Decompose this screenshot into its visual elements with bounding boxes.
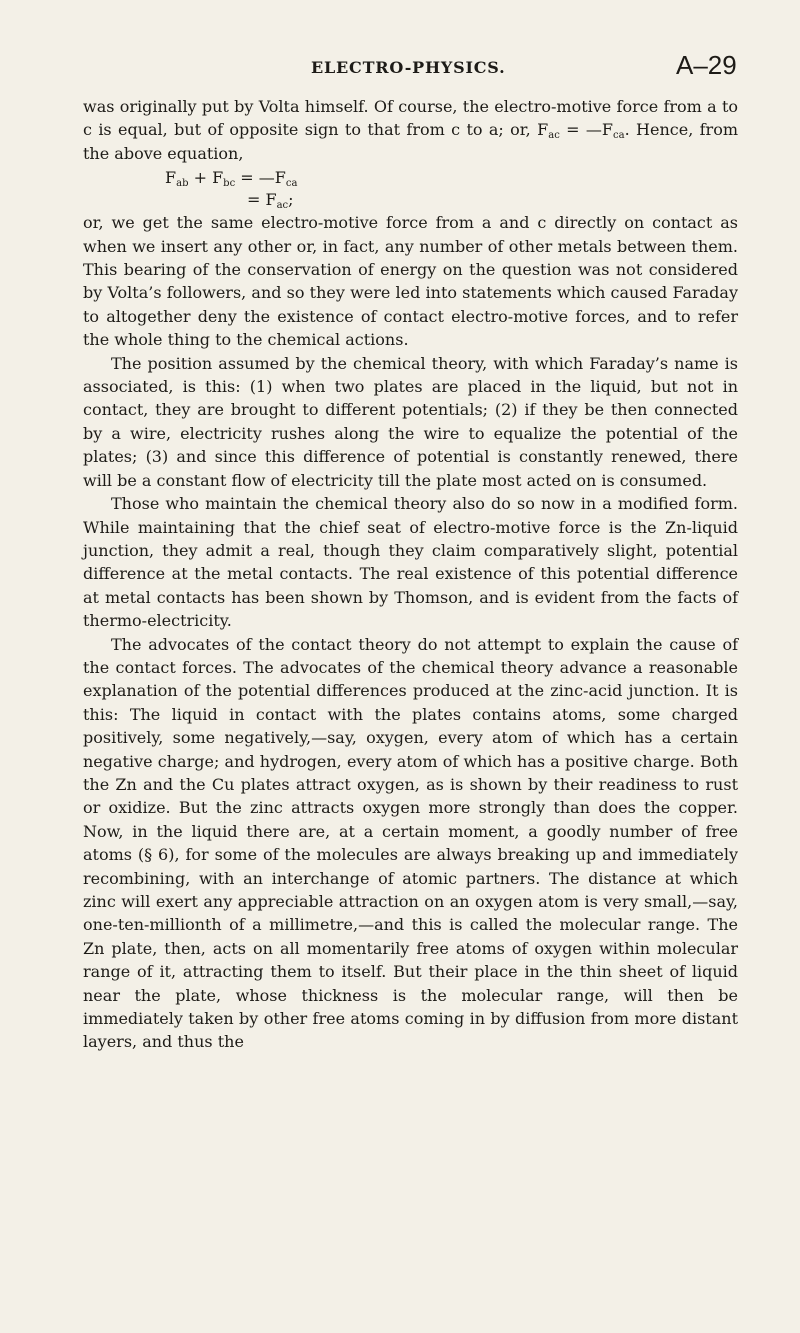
page-number: A–29: [676, 50, 737, 80]
page-header: [0, 50, 800, 86]
paragraph-1-text-c: . Hence, from the above equation,: [83, 120, 739, 163]
equation-line-2: = $F_{ac}$;: [247, 190, 294, 212]
paragraph-3: The position assumed by the chemical theory, with which Faraday’s name is associated, is this: (1) when two plates are placed in the liquid, but not in contact, they are brought to different potentials; (2) if they be then connected by a wire, electricity rushes along the wire to equalize the potential of the plates; (3) and since this difference of potential is constantly renewed, there will be a constant flow of electricity till the plate most acted on is consumed.: [83, 353, 738, 490]
paragraph-4: Those who maintain the chemical theory also do so now in a modified form. While maintaining that the chief seat of electro-motive force is the Zn-liquid junction, they admit a real, though they claim comparatively slight, potential difference at the metal contacts. The real existence of this potential difference at metal contacts has been shown by Thomson, and is evident from the facts of thermo-electricity.: [83, 494, 738, 631]
paragraph-1: was originally put by Volta himself. Of course, the electro-motive force from a to c is equal, but of opposite sign to that from c to a; or, $F_{ac}$ = $—F_{ca}$. Hence, from the above equation,: [83, 97, 739, 163]
equation: [83, 167, 738, 211]
paragraph-5: The advocates of the contact theory do not attempt to explain the cause of the contact forces. The advocates of the chemical theory advance a reasonable explanation of the potential differences produced at the zinc-acid junction. It is this: The liquid in contact with the plates contains atoms, some charged positively, some negatively,—say, oxygen, every atom of which has a certain negative charge; and hydrogen, every atom of which has a positive charge. Both the Zn and the Cu plates attract oxygen, as is shown by their readiness to rust or oxidize. But the zinc attracts oxygen more strongly than does the copper. Now, in the liquid there are, at a certain moment, a goodly number of free atoms (§ 6), for some of the molecules are always breaking up and immediately recombining, with an interchange of atomic partners. The distance at which zinc will exert any appreciable attraction on an oxygen atom is very small,—say, one-ten-millionth of a millimetre,—and this is called the molecular range. The Zn plate, then, acts on all momentarily free atoms of oxygen within molecular range of it, attracting them to itself. But their place in the thin sheet of liquid near the plate, whose thickness is the molecular range, will then be immediately taken by other free atoms coming in by diffusion from more distant layers, and thus the: [83, 634, 738, 1052]
body-text: [83, 95, 738, 1054]
paragraph-1-text: was originally put by Volta himself. Of course, the electro-motive force from a to c is equal, but of opposite sign to that from c to a; or, F: [83, 97, 738, 140]
running-title: ELECTRO-PHYSICS.: [311, 58, 506, 77]
paragraph-1-text-b: = —F: [559, 120, 614, 140]
paragraph-2: or, we get the same electro-motive force from a and c directly on contact as when we insert any other or, in fact, any number of other metals between them. This bearing of the conservation of energy on the question was not considered by Volta’s followers, and so they were led into statements which caused Faraday to altogether deny the existence of contact electro-motive forces, and to refer the whole thing to the chemical actions.: [83, 213, 738, 350]
equation-line-1: $F_{ab} + F_{bc}$ = $—F_{ca}$: [165, 168, 298, 190]
